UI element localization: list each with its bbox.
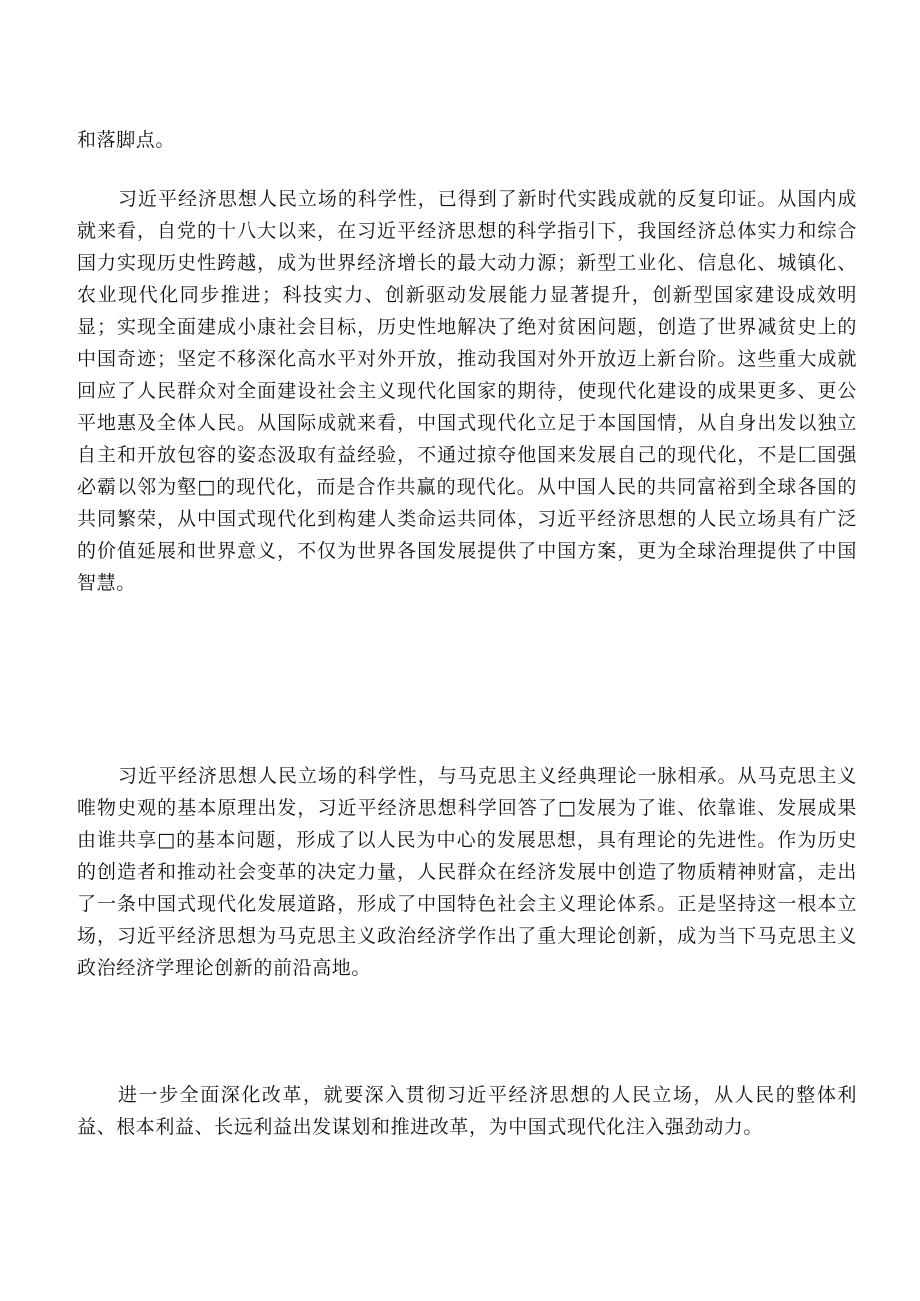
- paragraph-marxist-theory: 习近平经济思想人民立场的科学性，与马克思主义经典理论一脉相承。从马克思主义唯物史观的基本原理出发，习近平经济思想科学回答了□发展为了谁、依靠谁、发展成果由谁共享□的基本问题，形成了以人民为中心的发展思想，具有理论的先进性。作为历史的创造者和推动社会变革的决定力量，人民群众在经济发展中创造了物质精神财富，走出了一条中国式现代化发展道路，形成了中国特色社会主义理论体系。正是坚持这一根本立场，习近平经济思想为马克思主义政治经济学作出了重大理论创新，成为当下马克思主义政治经济学理论创新的前沿高地。: [77, 765, 857, 979]
- paragraph-achievements: 习近平经济思想人民立场的科学性，已得到了新时代实践成就的反复印证。从国内成就来看，自党的十八大以来，在习近平经济思想的科学指引下，我国经济总体实力和综合国力实现历史性跨越，成为世界经济增长的最大动力源；新型工业化、信息化、城镇化、农业现代化同步推进；科技实力、创新驱动发展能力显著提升，创新型国家建设成效明显；实现全面建成小康社会目标，历史性地解决了绝对贫困问题，创造了世界减贫史上的中国奇迹；坚定不移深化高水平对外开放，推动我国对外开放迈上新台阶。这些重大成就回应了人民群众对全面建设社会主义现代化国家的期待，使现代化建设的成果更多、更公平地惠及全体人民。从国际成就来看，中国式现代化立足于本国国情，从自身出发以独立自主和开放包容的姿态汲取有益经验，不通过掠夺他国来发展自己的现代化，不是匚国强必霸以邻为壑□的现代化，而是合作共赢的现代化。从中国人民的共同富裕到全球各国的共同繁荣，从中国式现代化到构建人类命运共同体，习近平经济思想的人民立场具有广泛的价值延展和世界意义，不仅为世界各国发展提供了中国方案，更为全球治理提供了中国智慧。: [77, 188, 857, 594]
- paragraph-deepen-reform: 进一步全面深化改革，就要深入贯彻习近平经济思想的人民立场，从人民的整体利益、根本利益、长远利益出发谋划和推进改革，为中国式现代化注入强劲动力。: [77, 1084, 857, 1138]
- paragraph-continuation: 和落脚点。: [77, 129, 176, 151]
